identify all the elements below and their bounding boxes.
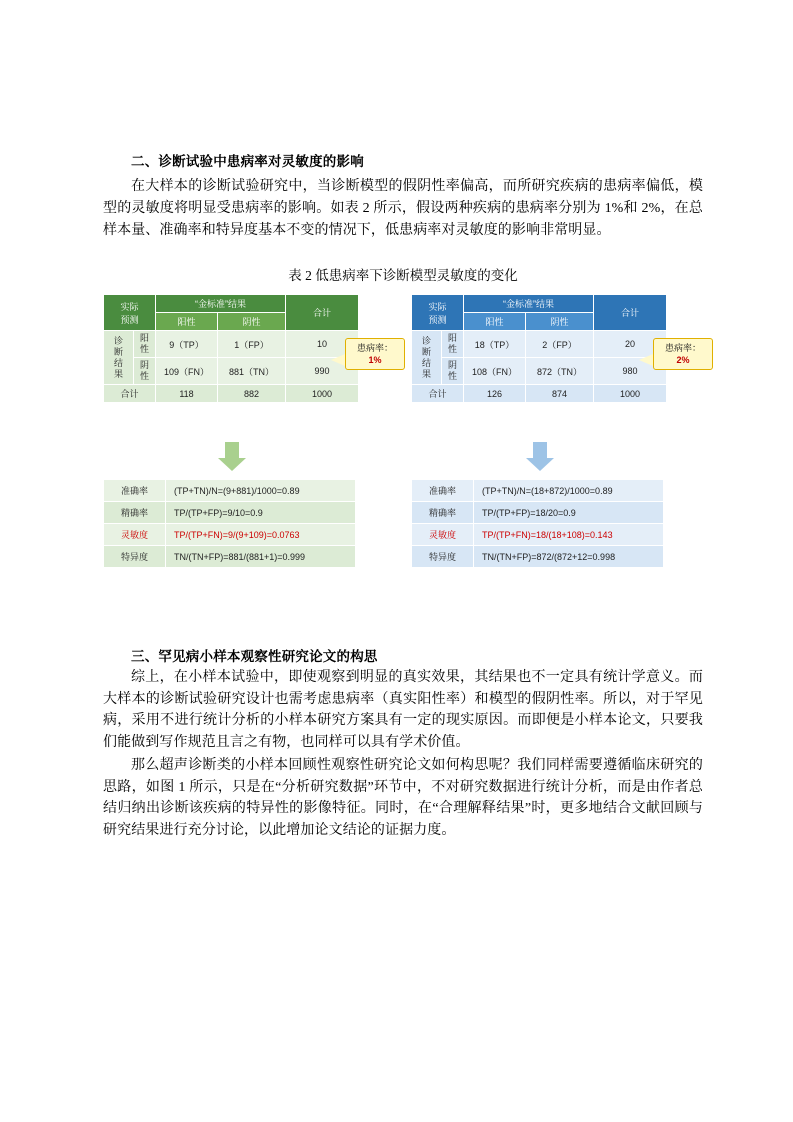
left-cell-tn: 881（TN）	[218, 358, 286, 385]
section-2-paragraph: 在大样本的诊断试验研究中，当诊断模型的假阴性率偏高，而所研究疾病的患病率偏低，模型的灵敏度将明显受患病率的影响。如表 2 所示，假设两种疾病的患病率分别为 1%和 2%，在总样本量、准确率和特异度基本不变的情况下，低患病率对灵敏度的影响非常明显。	[103, 179, 703, 238]
left-metric-label-3: 特异度	[104, 546, 166, 568]
right-metric-label-1: 精确率	[412, 502, 474, 524]
right-metric-value-3: TN/(TN+FP)=872/(872+12=0.998	[474, 546, 664, 568]
right-col-positive: 阳性	[464, 313, 526, 331]
section-3-block	[103, 645, 703, 843]
left-cell-tp: 9（TP）	[156, 331, 218, 358]
right-row-total-label: 合计	[412, 385, 464, 403]
right-metric-value-0: (TP+TN)/N=(18+872)/1000=0.89	[474, 480, 664, 502]
callout-right-text: 患病率：	[664, 343, 701, 353]
right-row-group-label: 诊 断 结 果	[412, 331, 442, 385]
metrics-table-left	[103, 479, 356, 568]
table-2-caption: 表 2 低患病率下诊断模型灵敏度的变化	[288, 268, 518, 283]
right-cell-row1-total: 20	[594, 331, 667, 358]
left-gold-header: “金标准”结果	[156, 295, 286, 313]
right-cell-fn: 108（FN）	[464, 358, 526, 385]
right-gold-header: “金标准”结果	[464, 295, 594, 313]
right-cell-row2-total: 980	[594, 358, 667, 385]
left-metric-label-2: 灵敏度	[104, 524, 166, 546]
right-cell-fp: 2（FP）	[526, 331, 594, 358]
callout-left-value: 1%	[368, 355, 382, 365]
callout-right-value: 2%	[676, 355, 690, 365]
left-metric-value-0: (TP+TN)/N=(9+881)/1000=0.89	[166, 480, 356, 502]
left-total-header: 合计	[286, 295, 359, 331]
right-col-negative: 阴性	[526, 313, 594, 331]
left-cell-row1-total: 10	[286, 331, 359, 358]
section-3-paragraph-1: 综上，在小样本试验中，即使观察到明显的真实效果，其结果也不一定具有统计学意义。而大样本的诊断试验研究设计也需考虑患病率（真实阳性率）和模型的假阴性率。所以，对于罕见病，采用不进行统计分析的小样本研究方案具有一定的现实原因。而即便是小样本论文，只要我们能做到写作规范且言之有物，也同样可以具有学术价值。	[103, 670, 703, 750]
left-col-pos-total: 118	[156, 385, 218, 403]
left-cell-fp: 1（FP）	[218, 331, 286, 358]
left-col-positive: 阳性	[156, 313, 218, 331]
left-metric-label-0: 准确率	[104, 480, 166, 502]
right-cell-tn: 872（TN）	[526, 358, 594, 385]
right-metric-label-0: 准确率	[412, 480, 474, 502]
left-metric-value-2: TP/(TP+FN)=9/(9+109)=0.0763	[166, 524, 356, 546]
callout-right-tail	[639, 354, 653, 366]
callout-prevalence-right	[653, 338, 713, 370]
right-total-header: 合计	[594, 295, 667, 331]
matrix-table-left	[103, 294, 359, 403]
left-grand-total: 1000	[286, 385, 359, 403]
right-metric-value-2: TP/(TP+FN)=18/(18+108)=0.143	[474, 524, 664, 546]
left-row-total-label: 合计	[104, 385, 156, 403]
matrix-table-right	[411, 294, 667, 403]
left-row-positive: 阳 性	[134, 331, 156, 358]
right-col-neg-total: 874	[526, 385, 594, 403]
figure-area	[103, 294, 703, 584]
left-col-negative: 阴性	[218, 313, 286, 331]
section-3-heading: 三、罕见病小样本观察性研究论文的构思	[131, 649, 378, 664]
section-3-paragraph-2: 那么超声诊断类的小样本回顾性观察性研究论文如何构思呢？我们同样需要遵循临床研究的思路，如图 1 所示，只是在“分析研究数据”环节中，不对研究数据进行统计分析，而是由作者总结归纳出诊断该疾病的特异性的影像特征。同时，在“合理解释结果”时，更多地结合文献回顾与研究结果进行充分讨论，以此增加论文结论的证据力度。	[103, 758, 703, 838]
right-metric-value-1: TP/(TP+FP)=18/20=0.9	[474, 502, 664, 524]
callout-left-tail	[331, 354, 345, 366]
document-content	[103, 150, 703, 584]
right-row-positive: 阳 性	[442, 331, 464, 358]
right-cell-tp: 18（TP）	[464, 331, 526, 358]
left-metric-value-1: TP/(TP+FP)=9/10=0.9	[166, 502, 356, 524]
left-row-group-label: 诊 断 结 果	[104, 331, 134, 385]
right-metric-label-3: 特异度	[412, 546, 474, 568]
right-metric-label-2: 灵敏度	[412, 524, 474, 546]
section-2-heading: 二、诊断试验中患病率对灵敏度的影响	[131, 154, 364, 169]
right-row-negative: 阴 性	[442, 358, 464, 385]
callout-prevalence-left	[345, 338, 405, 370]
left-cell-fn: 109（FN）	[156, 358, 218, 385]
left-metric-value-3: TN/(TN+FP)=881/(881+1)=0.999	[166, 546, 356, 568]
left-cell-row2-total: 990	[286, 358, 359, 385]
left-col-neg-total: 882	[218, 385, 286, 403]
metrics-table-right	[411, 479, 664, 568]
right-col-pos-total: 126	[464, 385, 526, 403]
right-corner-label: 实际 预测	[412, 295, 464, 331]
callout-left-text: 患病率：	[356, 343, 393, 353]
left-row-negative: 阴 性	[134, 358, 156, 385]
left-metric-label-1: 精确率	[104, 502, 166, 524]
right-grand-total: 1000	[594, 385, 667, 403]
left-corner-label: 实际 预测	[104, 295, 156, 331]
